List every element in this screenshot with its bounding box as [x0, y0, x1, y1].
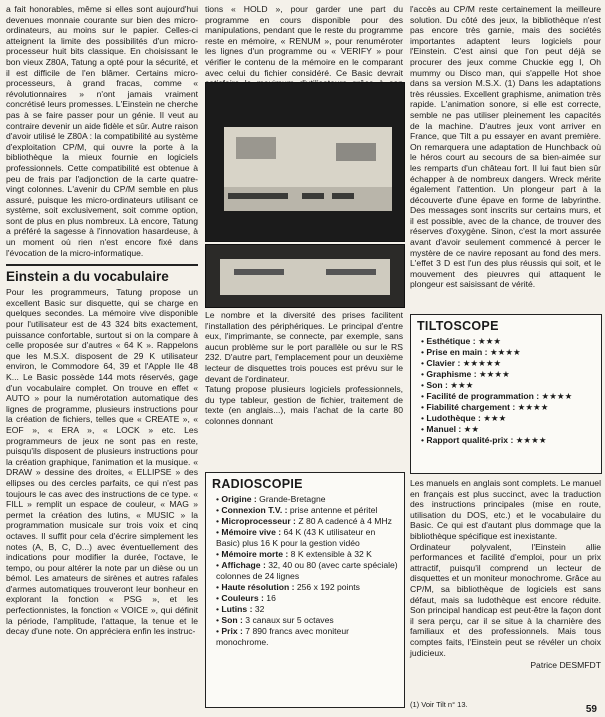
- radioscopie-box: [205, 472, 405, 708]
- col2-paragraph-3: Tatung propose plusieurs logiciels professionnels, du type tableur, gestion de fichier, traitement de texte (en anglais...), mais l'achat de la carte 80 colonnes donnant: [205, 384, 403, 426]
- spec-item: • Microprocesseur : Z 80 A cadencé à 4 MHz: [216, 516, 392, 526]
- section-heading: Einstein a du vocabulaire: [6, 264, 198, 284]
- rating-item: • Son : ★★★: [421, 380, 474, 390]
- computer-front-photo: [205, 244, 405, 308]
- column-1: [6, 4, 198, 637]
- spec-item: • Mémoire vive : 64 K (43 K utilisateur en Basic) plus 16 K pour la gestion vidéo: [216, 527, 376, 548]
- spec-item: • Mémoire morte : 8 K extensible à 32 K: [216, 549, 372, 559]
- spec-item: • Prix : 7 890 francs avec moniteur monochrome.: [216, 626, 349, 647]
- radioscopie-list: [206, 494, 404, 648]
- spec-item: • Affichage : 32, 40 ou 80 (avec carte spéciale) colonnes de 24 lignes: [216, 560, 398, 581]
- col2-paragraph-2: Le nombre et la diversité des prises facilitent l'installation des périphériques. Le principal d'entre eux, l'imprimante, se connecte, par exemple, sans aucun problème sur le port parallèle ou sur le RS 232. D'autre part, l'emplacement pour un deuxième lecteur de disquettes trois pouces est prévu sur le devant de l'ordinateur.: [205, 310, 403, 384]
- column-3: [410, 4, 601, 290]
- radioscopie-title: RADIOSCOPIE: [212, 477, 303, 491]
- rating-item: • Facilité de programmation : ★★★★: [421, 391, 573, 401]
- spec-item: • Son : 3 canaux sur 5 octaves: [216, 615, 334, 625]
- col2-paragraph-1: tions « HOLD », pour garder une part du programme en cours disponible pour des manipulations, pendant que le reste du programme reste en mémoire, « RENUM », pour renuméroter les lignes d'un programme ou « VERIFY » pour vérifier le contenu de la mémoire en le comparant avec celui du fichier considéré. Ce Basic devrait: [205, 4, 403, 78]
- col3-paragraph-1: l'accès au CP/M reste certainement la meilleure solution. Du côté des jeux, la bibliothèque n'est pas encore très garnie, mais des sociétés importantes adaptent leurs logiciels pour l'Einstein. C'est ainsi que l'on peut déjà se procurer des jeux comme Chuckie egg I, Oh mummy ou Disco man, qui s'appelle Hot shoe dans sa version M.S.X. (1) Dans les adaptations très réussies. Excellent graphisme, animation très rapide. L'animation sonore, si elle est correcte, semble ne pas utiliser pleinement les capacités de la machine. D'autres jeux vont arriver en France, que Tilt a pu essayer en avant première. On remarquera une adaptation de Hunchback où le héros court au secours de sa bien-aimée sur les remparts d'un château fort. Il lui faut bien sûr échapper à de nombreux dangers. Wreck mérite également l'attention. Un plongeur part à la découverte d'une épave en forme de labyrinthe. Des messages sont inscrits sur certains murs, et il est possible, avec de la chance, de trouver des réserves d'oxygène. Sinon, c'est la mort assurée avant d'avoir seulement commencé à percer le mystère de ce navire reposant au fond des mers. L'effet 3 D est l'un des plus réussis qui soit, et le mouvement des pieuvres qui attaquent le plongeur est saisissant de vérité.: [410, 4, 601, 290]
- col1-paragraph-2: Pour les programmeurs, Tatung propose un excellent Basic sur disquette, qui se charge en quelques secondes. La mémoire vive disponible pour l'utilisateur est de 43 324 bits exactement, puissance confortable, surtout si on la compare à celle proposée sur d'autres « 64 K ». Rappelons que les M.S.X. disposent de 29 K utilisateur environ, le Commodore 64, 39 et l'Apple IIe 48 K... Le Basic possède 144 mots réservés, gage d'un vocabulaire complet. On trouve en effet « AUTO » pour la numérotation automatique des lignes de programme, plusieurs instructions pour la création de fichiers, telles que « CREATE », « EOF », « ERA », « LOCK » etc. Les programmeurs de jeux ne sont pas en reste, puisqu'ils disposent de plusieurs instructions pour la création graphique, l'animation et la musique. « DRAW » dessine des droites, « ELLIPSE » des ellipses ou des cercles parfaits, ce qui n'est pas toujours le cas avec des instructions de ce type. « FILL » remplit un espace de couleur, « MAG » permet la création des lutins, « MUSIC » la programmation musicale sur trois voix et cinq octaves. Il suffit pour cela d'écrire simplement les notes (A, B, C, D...) avec éventuellement des indications pour modifier la durée, l'octave, le tempo, ou pour altérer la note par un dièse ou un bémol. Les amateurs de sirènes et autres rafales d'armes automatiques trouveront leur bonheur en explorant la fonction « PSG », et les perfectionnistes, la fonction « VOICE », qui définit la période, l'amplitude, l'attaque, la tenue et le decay d'une note. On appréciera enfin les instruc-: [6, 287, 198, 637]
- column-3-continued: [410, 478, 601, 679]
- col3-paragraph-2: Les manuels en anglais sont complets. Le manuel en français est plus succinct, avec la traduction des instructions principales (mise en route, utilisation du DOS, etc.) et le vocabulaire du Basic. Ce qui est d'autant plus dommage que la bibliothèque spécifique est inexistante.: [410, 478, 601, 541]
- col1-paragraph-1: a fait honorables, même si elles sont aujourd'hui devenues monnaie courante sur bien des micro-ordinateurs, au moins sur le papier. Celles-ci atteignent la limite des possibilités d'un micro-processeur huit bits classique. En choisissant le bon vieux Z80A, Tatung a opté pour la sécurité, et il est difficile de l'en blâmer. Certains micro-processeurs, à grand fracas, comme « révolutionnaires » n'ont jamais vraiment concrétisé leurs promesses. L'Einstein ne cherche pas à se faire passer pour un génie. Il veut au contraire devenir un aide fidèle et sûr. Autre raison d'avoir utilisé le Z80A : la compatibilité au système d'exploitation CP/M, qui ouvre la porte à la bibliothèque la mieux fournie en logiciels professionnels. Cette compatibilité est obtenue à peu de frais par l'adjonction de la carte quatre-vingt colonnes. L'avenir du CP/M semble en plus assuré, puisque les micro-ordinateurs utilisant ce système, soit exclusivement, soit comme option, sont de plus en plus nombreux. Là encore, Tatung a préféré la sagesse à l'innovation hasardeuse, à un moment où rien n'est encore fixé dans l'évocation de la micro-informatique.: [6, 4, 198, 258]
- footnote: (1) Voir Tilt n° 13.: [410, 700, 468, 709]
- tiltoscope-list: [411, 336, 601, 446]
- rating-item: • Prise en main : ★★★★: [421, 347, 521, 357]
- page-number: 59: [585, 704, 597, 715]
- spec-item: • Origine : Grande-Bretagne: [216, 494, 326, 504]
- spec-item: • Lutins : 32: [216, 604, 265, 614]
- rating-item: • Ludothèque : ★★★: [421, 413, 507, 423]
- spec-item: • Connexion T.V. : prise antenne et péritel: [216, 505, 378, 515]
- rating-item: • Clavier : ★★★★★: [421, 358, 502, 368]
- rating-item: • Esthétique : ★★★: [421, 336, 502, 346]
- spec-item: • Couleurs : 16: [216, 593, 276, 603]
- rating-item: • Rapport qualité-prix : ★★★★: [421, 435, 547, 445]
- rating-item: • Graphisme : ★★★★: [421, 369, 510, 379]
- column-2-continued: [205, 310, 403, 427]
- spec-item: • Haute résolution : 256 x 192 points: [216, 582, 360, 592]
- col3-paragraph-3: Ordinateur polyvalent, l'Einstein allie performances et facilité d'emploi, pour un prix attractif, puisqu'il comprend un lecteur de disquettes et un moniteur monochrome. Grâce au CP/M, sa bibliothèque de logiciels est sans défaut, mais sa ludothèque est encore réduite. Son principal handicap est peut-être la façon dont il sera perçu, car il se situe à la charnière des familiaux et des professionnels. Mais tous comptes faits, l'Einstein peut se révéler un choix judicieux.: [410, 541, 601, 658]
- computer-rear-photo: [205, 82, 405, 242]
- tiltoscope-box: [410, 314, 602, 474]
- computer-front-illustration: [206, 245, 404, 307]
- tiltoscope-title: TILTOSCOPE: [417, 319, 499, 333]
- author-signature: Patrice DESMFDT: [530, 660, 601, 671]
- rating-item: • Fiabilité chargement : ★★★★: [421, 402, 549, 412]
- rating-item: • Manuel : ★★: [421, 424, 480, 434]
- computer-rear-illustration: [206, 83, 404, 241]
